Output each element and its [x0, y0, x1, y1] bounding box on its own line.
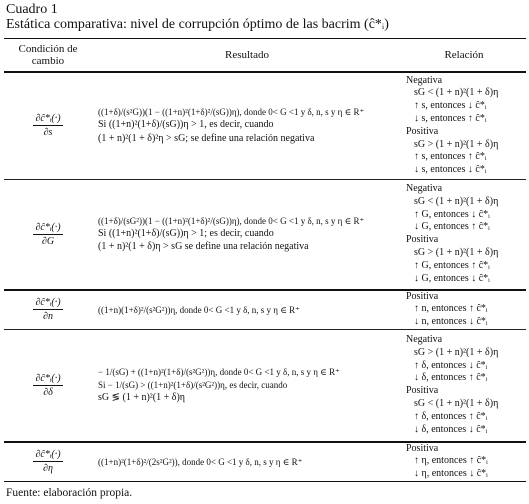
relation-line: sG > (1 + n)²(1 + δ)η — [414, 247, 499, 259]
relation-line: ↓ G, entonces ↑ ĉ*ᵢ — [414, 221, 490, 233]
result-line: ((1+δ)/(s²G))(1 − ((1+n)²(1+δ)²/(sG))η), donde 0< G <1 y δ, n, s y η ∈ R⁺ — [98, 107, 365, 118]
condition-cell — [4, 180, 92, 290]
table-row — [4, 72, 526, 180]
source-note: Fuente: elaboración propia. — [6, 487, 133, 499]
table-row — [4, 442, 526, 482]
result-cell — [92, 290, 402, 330]
comparative-statics-table — [4, 38, 526, 482]
relation-line: ↓ η, entonces ↓ ĉ*ᵢ — [414, 468, 488, 480]
result-cell — [92, 330, 402, 442]
relation-line: ↓ G, entonces ↓ ĉ*ᵢ — [414, 272, 490, 284]
result-line: ((1+δ)/(sG²))(1 − ((1+n)²(1+δ)²/(sG))η), donde 0< G <1 y δ, n, s y η ∈ R⁺ — [98, 215, 365, 226]
relation-heading: Positiva — [406, 442, 439, 454]
result-cell — [92, 72, 402, 180]
relation-heading: Negativa — [406, 183, 443, 195]
table-row — [4, 180, 526, 290]
derivative-denominator: ∂G — [41, 235, 55, 247]
relation-line: ↑ η, entonces ↑ ĉ*ᵢ — [414, 455, 488, 467]
result-cell — [92, 442, 402, 482]
derivative-denominator: ∂δ — [43, 386, 53, 398]
relation-heading: Negativa — [406, 74, 443, 86]
result-line: Si ((1+n)²(1+δ)/(sG))η > 1; es decir, cuando — [98, 227, 274, 239]
relation-heading: Negativa — [406, 334, 443, 346]
result-line: Si ((1+n)²(1+δ)/(sG))η > 1, es decir, cuando — [98, 119, 274, 131]
condition-cell — [4, 72, 92, 180]
header-condition: Condición de cambio — [4, 39, 92, 72]
relation-line: ↓ s, entonces ↓ ĉ*ᵢ — [414, 164, 487, 176]
table-row — [4, 330, 526, 442]
relation-line: ↑ G, entonces ↑ ĉ*ᵢ — [414, 259, 490, 271]
result-line: (1 + n)²(1 + δ)η > sG se define una relación negativa — [98, 241, 309, 253]
condition-cell — [4, 330, 92, 442]
relation-line: ↑ s, entonces ↓ ĉ*ᵢ — [414, 100, 487, 112]
relation-line: ↓ s, entonces ↑ ĉ*ᵢ — [414, 112, 487, 124]
derivative-numerator: ∂ĉ*ᵢ(·) — [35, 297, 61, 309]
result-line: − 1/(sG) + ((1+n)²(1+δ)/(s²G²))η, donde 0< G <1 y δ, n, s y η ∈ R⁺ — [98, 367, 340, 378]
relation-line: ↑ δ, entonces ↑ ĉ*ᵢ — [414, 410, 488, 422]
relation-heading: Positiva — [406, 125, 439, 137]
relation-heading: Positiva — [406, 234, 439, 246]
relation-line: ↓ δ, entonces ↑ ĉ*ᵢ — [414, 372, 488, 384]
result-line: sG ≶ (1 + n)²(1 + δ)η — [98, 391, 186, 403]
relation-heading: Positiva — [406, 385, 439, 397]
derivative-numerator: ∂ĉ*ᵢ(·) — [35, 221, 61, 233]
derivative-denominator: ∂η — [43, 463, 53, 475]
relation-line: ↓ δ, entonces ↓ ĉ*ᵢ — [414, 423, 488, 435]
relation-line: ↑ n, entonces ↑ ĉ*ᵢ — [414, 303, 488, 315]
relation-line: sG > (1 + n)²(1 + δ)η — [414, 138, 499, 150]
result-line: (1 + n)²(1 + δ)²η > sG; se define una relación negativa — [98, 132, 315, 144]
header-result: Resultado — [92, 39, 402, 72]
result-line: ((1+n)²(1+δ)²/(2s²G²)), donde 0< G <1 y δ, n, s y η ∈ R⁺ — [98, 456, 303, 467]
relation-line: sG < (1 + n)²(1 + δ)η — [414, 87, 499, 99]
relation-cell — [402, 442, 526, 482]
relation-cell — [402, 330, 526, 442]
relation-line: ↑ G, entonces ↓ ĉ*ᵢ — [414, 208, 490, 220]
derivative-numerator: ∂ĉ*ᵢ(·) — [35, 372, 61, 384]
derivative-numerator: ∂ĉ*ᵢ(·) — [35, 449, 61, 461]
derivative-numerator: ∂ĉ*ᵢ(·) — [35, 113, 61, 125]
table-row — [4, 290, 526, 330]
relation-cell — [402, 72, 526, 180]
result-line: Si − 1/(sG) > ((1+n)²(1+δ)/(s²G²))η, es decir, cuando — [98, 379, 288, 390]
condition-cell — [4, 442, 92, 482]
derivative-denominator: ∂n — [43, 311, 53, 323]
result-line: ((1+n)(1+δ)²/(s²G²))η, donde 0< G <1 y δ, n, s y η ∈ R⁺ — [98, 304, 300, 315]
relation-cell — [402, 290, 526, 330]
relation-cell — [402, 180, 526, 290]
table-title: Estática comparativa: nivel de corrupción óptimo de las bacrim (ĉ*ᵢ) — [6, 17, 389, 32]
relation-line: sG < (1 + n)²(1 + δ)η — [414, 195, 499, 207]
relation-line: sG < (1 + n)²(1 + δ)η — [414, 398, 499, 410]
result-cell — [92, 180, 402, 290]
table-header-row — [4, 39, 526, 72]
relation-line: ↑ s, entonces ↑ ĉ*ᵢ — [414, 151, 487, 163]
relation-line: sG > (1 + n)²(1 + δ)η — [414, 346, 499, 358]
derivative-denominator: ∂s — [43, 127, 53, 139]
relation-heading: Positiva — [406, 290, 439, 302]
relation-line: ↓ n, entonces ↓ ĉ*ᵢ — [414, 316, 488, 328]
table-label: Cuadro 1 — [6, 2, 58, 17]
header-relation: Relación — [402, 39, 526, 72]
condition-cell — [4, 290, 92, 330]
relation-line: ↑ δ, entonces ↓ ĉ*ᵢ — [414, 359, 488, 371]
